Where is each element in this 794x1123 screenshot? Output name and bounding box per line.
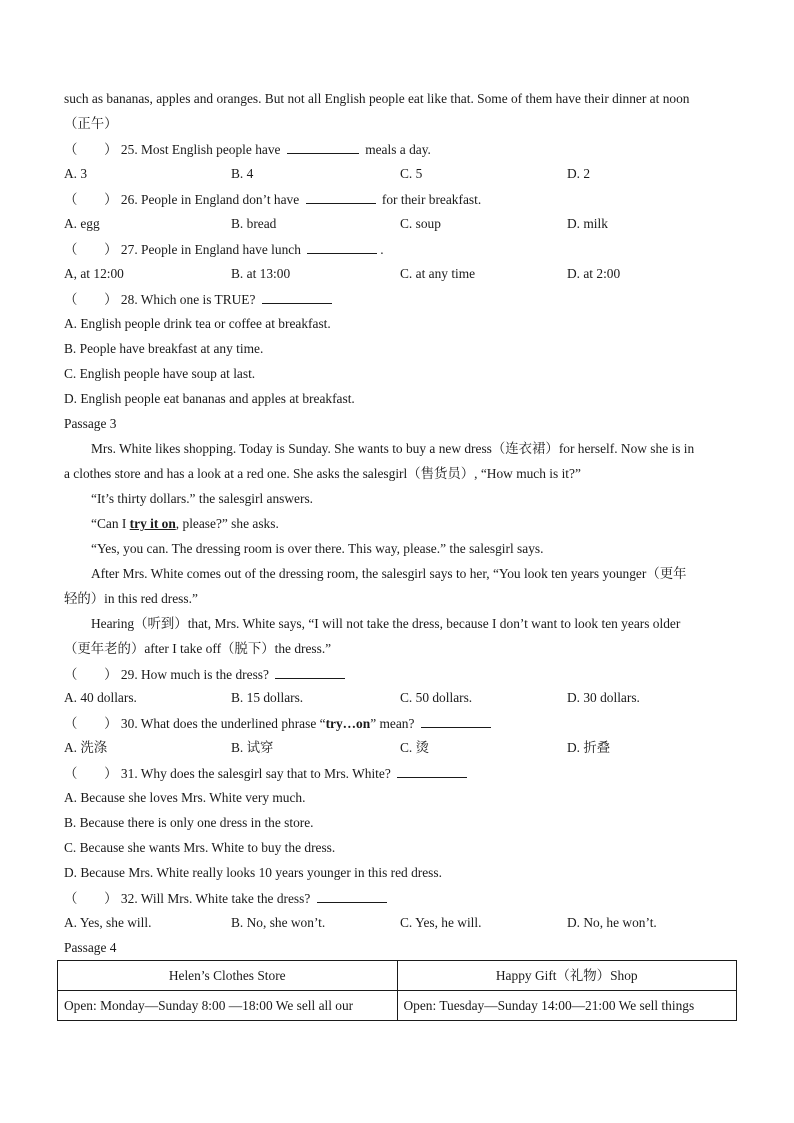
option-c: C. at any time	[400, 266, 476, 281]
option-c: C. Because she wants Mrs. White to buy the dress.	[64, 840, 336, 855]
option-d: D. 2	[567, 166, 591, 181]
passage-text-line: （正午）	[64, 116, 118, 131]
answer-paren[interactable]: （ ）	[64, 716, 118, 731]
question-text: 27. People in England have lunch	[120, 242, 301, 257]
option-c: C. 5	[400, 166, 423, 181]
table-row	[58, 961, 737, 991]
store-info-cell: Open: Monday—Sunday 8:00 —18:00 We sell all our	[58, 991, 398, 1021]
question-text: 29. How much is the dress?	[120, 667, 269, 682]
answer-blank[interactable]	[397, 764, 467, 778]
answer-paren[interactable]: （ ）	[64, 667, 118, 682]
answer-blank[interactable]	[275, 665, 345, 679]
option-c: C. 50 dollars.	[400, 690, 473, 705]
passage-text-line: Hearing（听到）that, Mrs. White says, “I will not take the dress, because I don’t want to look ten years older	[91, 616, 681, 631]
option-b: B. People have breakfast at any time.	[64, 341, 264, 356]
question-30	[64, 714, 494, 733]
option-c: C. English people have soup at last.	[64, 366, 256, 381]
option-a: A. Because she loves Mrs. White very much.	[64, 790, 306, 805]
table-row	[58, 991, 737, 1021]
answer-blank[interactable]	[287, 140, 359, 154]
question-32	[64, 889, 390, 908]
option-b: B. 试穿	[231, 740, 274, 755]
text-segment: , please?” she asks.	[175, 516, 279, 531]
answer-paren[interactable]: （ ）	[64, 242, 118, 257]
bold-phrase: try…on	[325, 716, 371, 731]
passage-text-line: “It’s thirty dollars.” the salesgirl answers.	[91, 491, 314, 506]
question-25	[64, 140, 431, 159]
option-d: D. 30 dollars.	[567, 690, 640, 705]
answer-blank[interactable]	[262, 290, 332, 304]
option-d: D. Because Mrs. White really looks 10 years younger in this red dress.	[64, 865, 442, 880]
option-a: A, at 12:00	[64, 266, 124, 281]
option-b: B. bread	[231, 216, 277, 231]
question-28	[64, 290, 335, 309]
passage-text-line: such as bananas, apples and oranges. But not all English people eat like that. Some of them have their dinner at noon	[64, 91, 690, 106]
option-b: B. 4	[231, 166, 254, 181]
passage-text-line: “Yes, you can. The dressing room is over there. This way, please.” the salesgirl says.	[91, 541, 544, 556]
question-tail: meals a day.	[365, 142, 431, 157]
option-c: C. 烫	[400, 740, 430, 755]
option-d: D. milk	[567, 216, 608, 231]
store-table	[57, 960, 737, 1021]
answer-paren[interactable]: （ ）	[64, 142, 118, 157]
option-b: B. 15 dollars.	[231, 690, 304, 705]
option-a: A. English people drink tea or coffee at breakfast.	[64, 316, 331, 331]
option-a: A. 3	[64, 166, 88, 181]
question-text: 31. Why does the salesgirl say that to Mrs. White?	[120, 766, 391, 781]
question-tail: .	[380, 242, 384, 257]
option-b: B. Because there is only one dress in the store.	[64, 815, 314, 830]
store-name-cell: Helen’s Clothes Store	[58, 961, 398, 991]
question-31	[64, 764, 470, 783]
passage-text-line: 轻的）in this red dress.”	[64, 591, 198, 606]
question-text: 25. Most English people have	[120, 142, 281, 157]
question-29	[64, 665, 348, 684]
question-text: 28. Which one is TRUE?	[120, 292, 256, 307]
option-b: B. at 13:00	[231, 266, 291, 281]
answer-paren[interactable]: （ ）	[64, 192, 118, 207]
passage-heading: Passage 3	[64, 416, 117, 431]
option-c: C. Yes, he will.	[400, 915, 482, 930]
option-d: D. No, he won’t.	[567, 915, 657, 930]
answer-blank[interactable]	[421, 714, 491, 728]
option-d: D. at 2:00	[567, 266, 621, 281]
passage-text-line: （更年老的）after I take off（脱下）the dress.”	[64, 641, 332, 656]
option-d: D. 折叠	[567, 740, 611, 755]
option-b: B. No, she won’t.	[231, 915, 326, 930]
question-27	[64, 240, 384, 259]
question-text: 26. People in England don’t have	[120, 192, 300, 207]
question-text: ” mean?	[370, 716, 415, 731]
passage-text-line: Mrs. White likes shopping. Today is Sunday. She wants to buy a new dress（连衣裙）for herself. Now she is in	[91, 441, 695, 456]
question-tail: for their breakfast.	[381, 192, 482, 207]
answer-paren[interactable]: （ ）	[64, 766, 118, 781]
passage-text-line: After Mrs. White comes out of the dressing room, the salesgirl says to her, “You look ten years younger（更年	[91, 566, 687, 581]
question-text: 32. Will Mrs. White take the dress?	[120, 891, 311, 906]
underlined-phrase: try it on	[129, 516, 176, 531]
store-info-cell: Open: Tuesday—Sunday 14:00—21:00 We sell things	[397, 991, 737, 1021]
answer-paren[interactable]: （ ）	[64, 891, 118, 906]
option-a: A. egg	[64, 216, 100, 231]
passage-text-line	[91, 515, 279, 533]
passage-heading: Passage 4	[64, 940, 117, 955]
store-name-cell: Happy Gift（礼物）Shop	[397, 961, 737, 991]
answer-paren[interactable]: （ ）	[64, 292, 118, 307]
text-segment: “Can I	[91, 516, 130, 531]
question-26	[64, 190, 481, 209]
option-d: D. English people eat bananas and apples at breakfast.	[64, 391, 355, 406]
option-a: A. 40 dollars.	[64, 690, 137, 705]
answer-blank[interactable]	[307, 240, 377, 254]
option-c: C. soup	[400, 216, 441, 231]
option-a: A. Yes, she will.	[64, 915, 152, 930]
answer-blank[interactable]	[317, 889, 387, 903]
question-text: 30. What does the underlined phrase “	[120, 716, 326, 731]
answer-blank[interactable]	[306, 190, 376, 204]
passage-text-line: a clothes store and has a look at a red one. She asks the salesgirl（售货员）, “How much is it?”	[64, 466, 581, 481]
option-a: A. 洗涤	[64, 740, 108, 755]
